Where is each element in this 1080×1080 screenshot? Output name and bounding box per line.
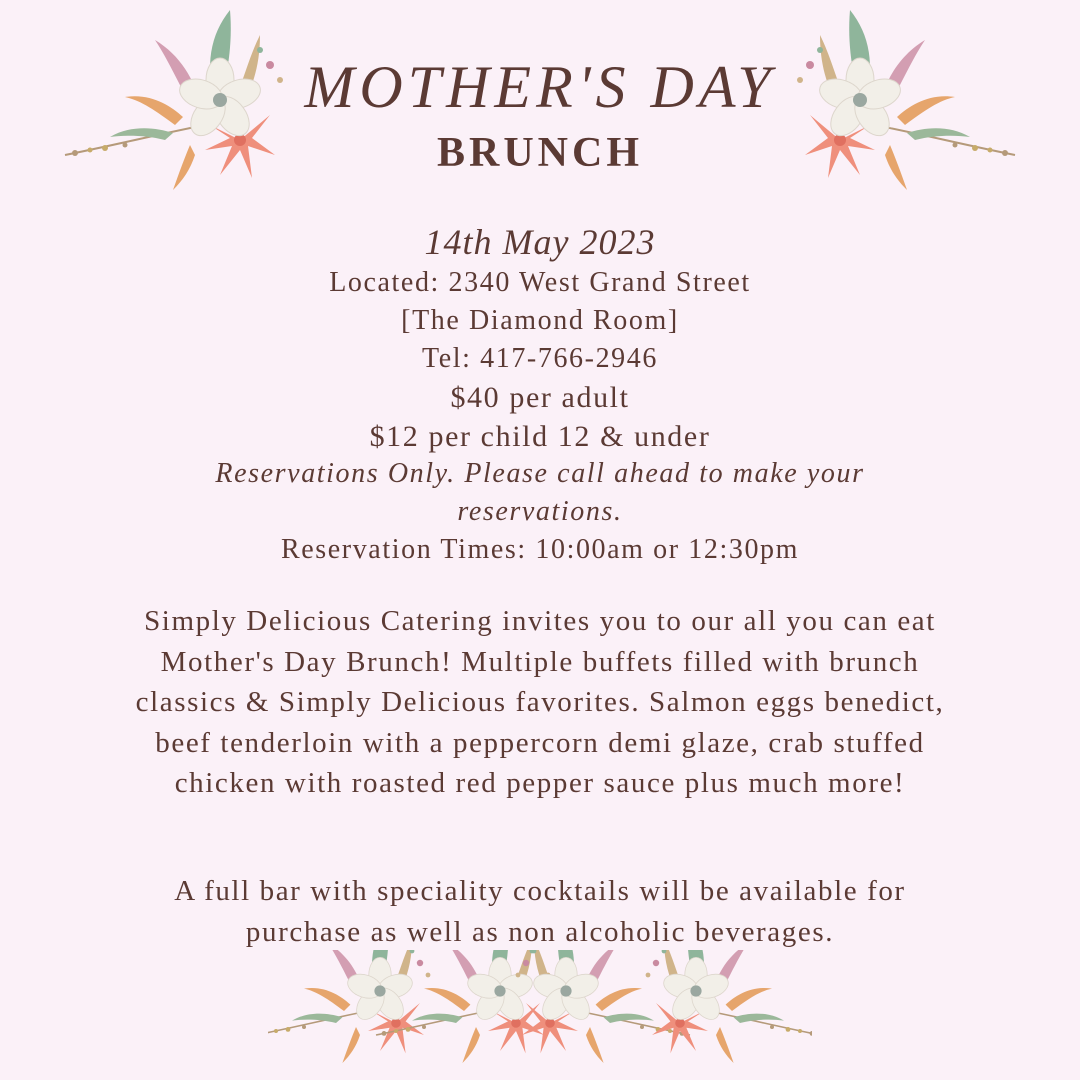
event-location: Located: 2340 West Grand Street xyxy=(329,267,751,298)
event-description: Simply Delicious Catering invites you to our all you can eat Mother's Day Brunch! Multiple buffets filled with brunch classics & Simply Delicious favorites. Salmon eggs benedict, beef tenderloin with a peppercorn demi glaze, crab stuffed chicken with roasted red pepper sauce plus much more! xyxy=(135,605,945,799)
event-venue: [The Diamond Room] xyxy=(401,305,679,336)
page-subtitle: BRUNCH xyxy=(436,130,643,176)
reservation-note: Reservations Only. Please call ahead to make your reservations. xyxy=(215,458,865,527)
floral-border-bottom xyxy=(268,950,812,1080)
bar-note: A full bar with speciality cocktails will be available for purchase as well as non alcoholic beverages. xyxy=(174,875,906,948)
page-title: MOTHER'S DAY xyxy=(304,54,776,120)
event-phone: Tel: 417-766-2946 xyxy=(422,343,658,374)
event-date: 14th May 2023 xyxy=(424,222,656,262)
reservation-times: Reservation Times: 10:00am or 12:30pm xyxy=(280,534,800,565)
price-adult: $40 per adult xyxy=(450,381,630,414)
price-child: $12 per child 12 & under xyxy=(369,420,711,453)
